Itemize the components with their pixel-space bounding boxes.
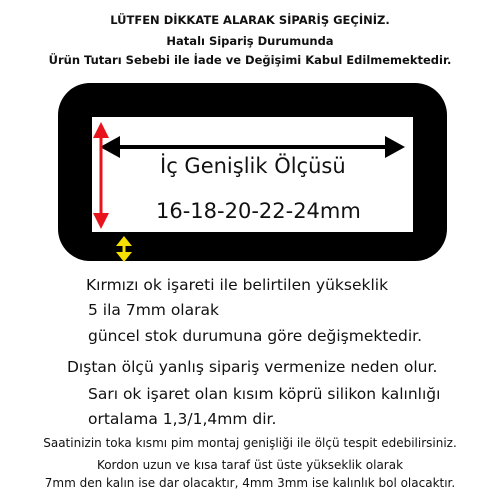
info-line-4: Dıştan ölçü yanlış sipariş vermenize neden olur. [67, 358, 438, 376]
warning-note: Ürün Tutarı Sebebi ile İade ve Değişimi Kabul Edilmemektedir. [48, 53, 452, 67]
info-line-3: güncel stok durumuna göre değişmektedir. [88, 327, 423, 345]
warning-subtitle: Hatalı Sipariş Durumunda [166, 34, 334, 48]
info-line-5: Sarı ok işaret olan kısım köprü silikon kalınlığı [88, 385, 441, 403]
note-line-3: 7mm den kalın ise dar olacaktır, 4mm 3mm ise kalınlık bol olacaktır. [44, 476, 456, 490]
info-line-6: ortalama 1,3/1,4mm dir. [88, 410, 277, 428]
size-options: 16-18-20-22-24mm [156, 199, 361, 223]
warning-title: LÜTFEN DİKKATE ALARAK SİPARİŞ GEÇİNİZ. [110, 13, 390, 27]
note-line-1: Saatinizin toka kısmı pim montaj genişliği ile ölçü tespit edebilirsiniz. [43, 436, 457, 450]
inner-width-label: İç Genişlik Ölçüsü [160, 154, 346, 178]
info-line-2: 5 ila 7mm olarak [88, 301, 219, 319]
info-line-1: Kırmızı ok işareti ile belirtilen yükseklik [86, 276, 389, 294]
note-line-2: Kordon uzun ve kısa taraf üst üste yükseklik olarak [96, 458, 404, 472]
